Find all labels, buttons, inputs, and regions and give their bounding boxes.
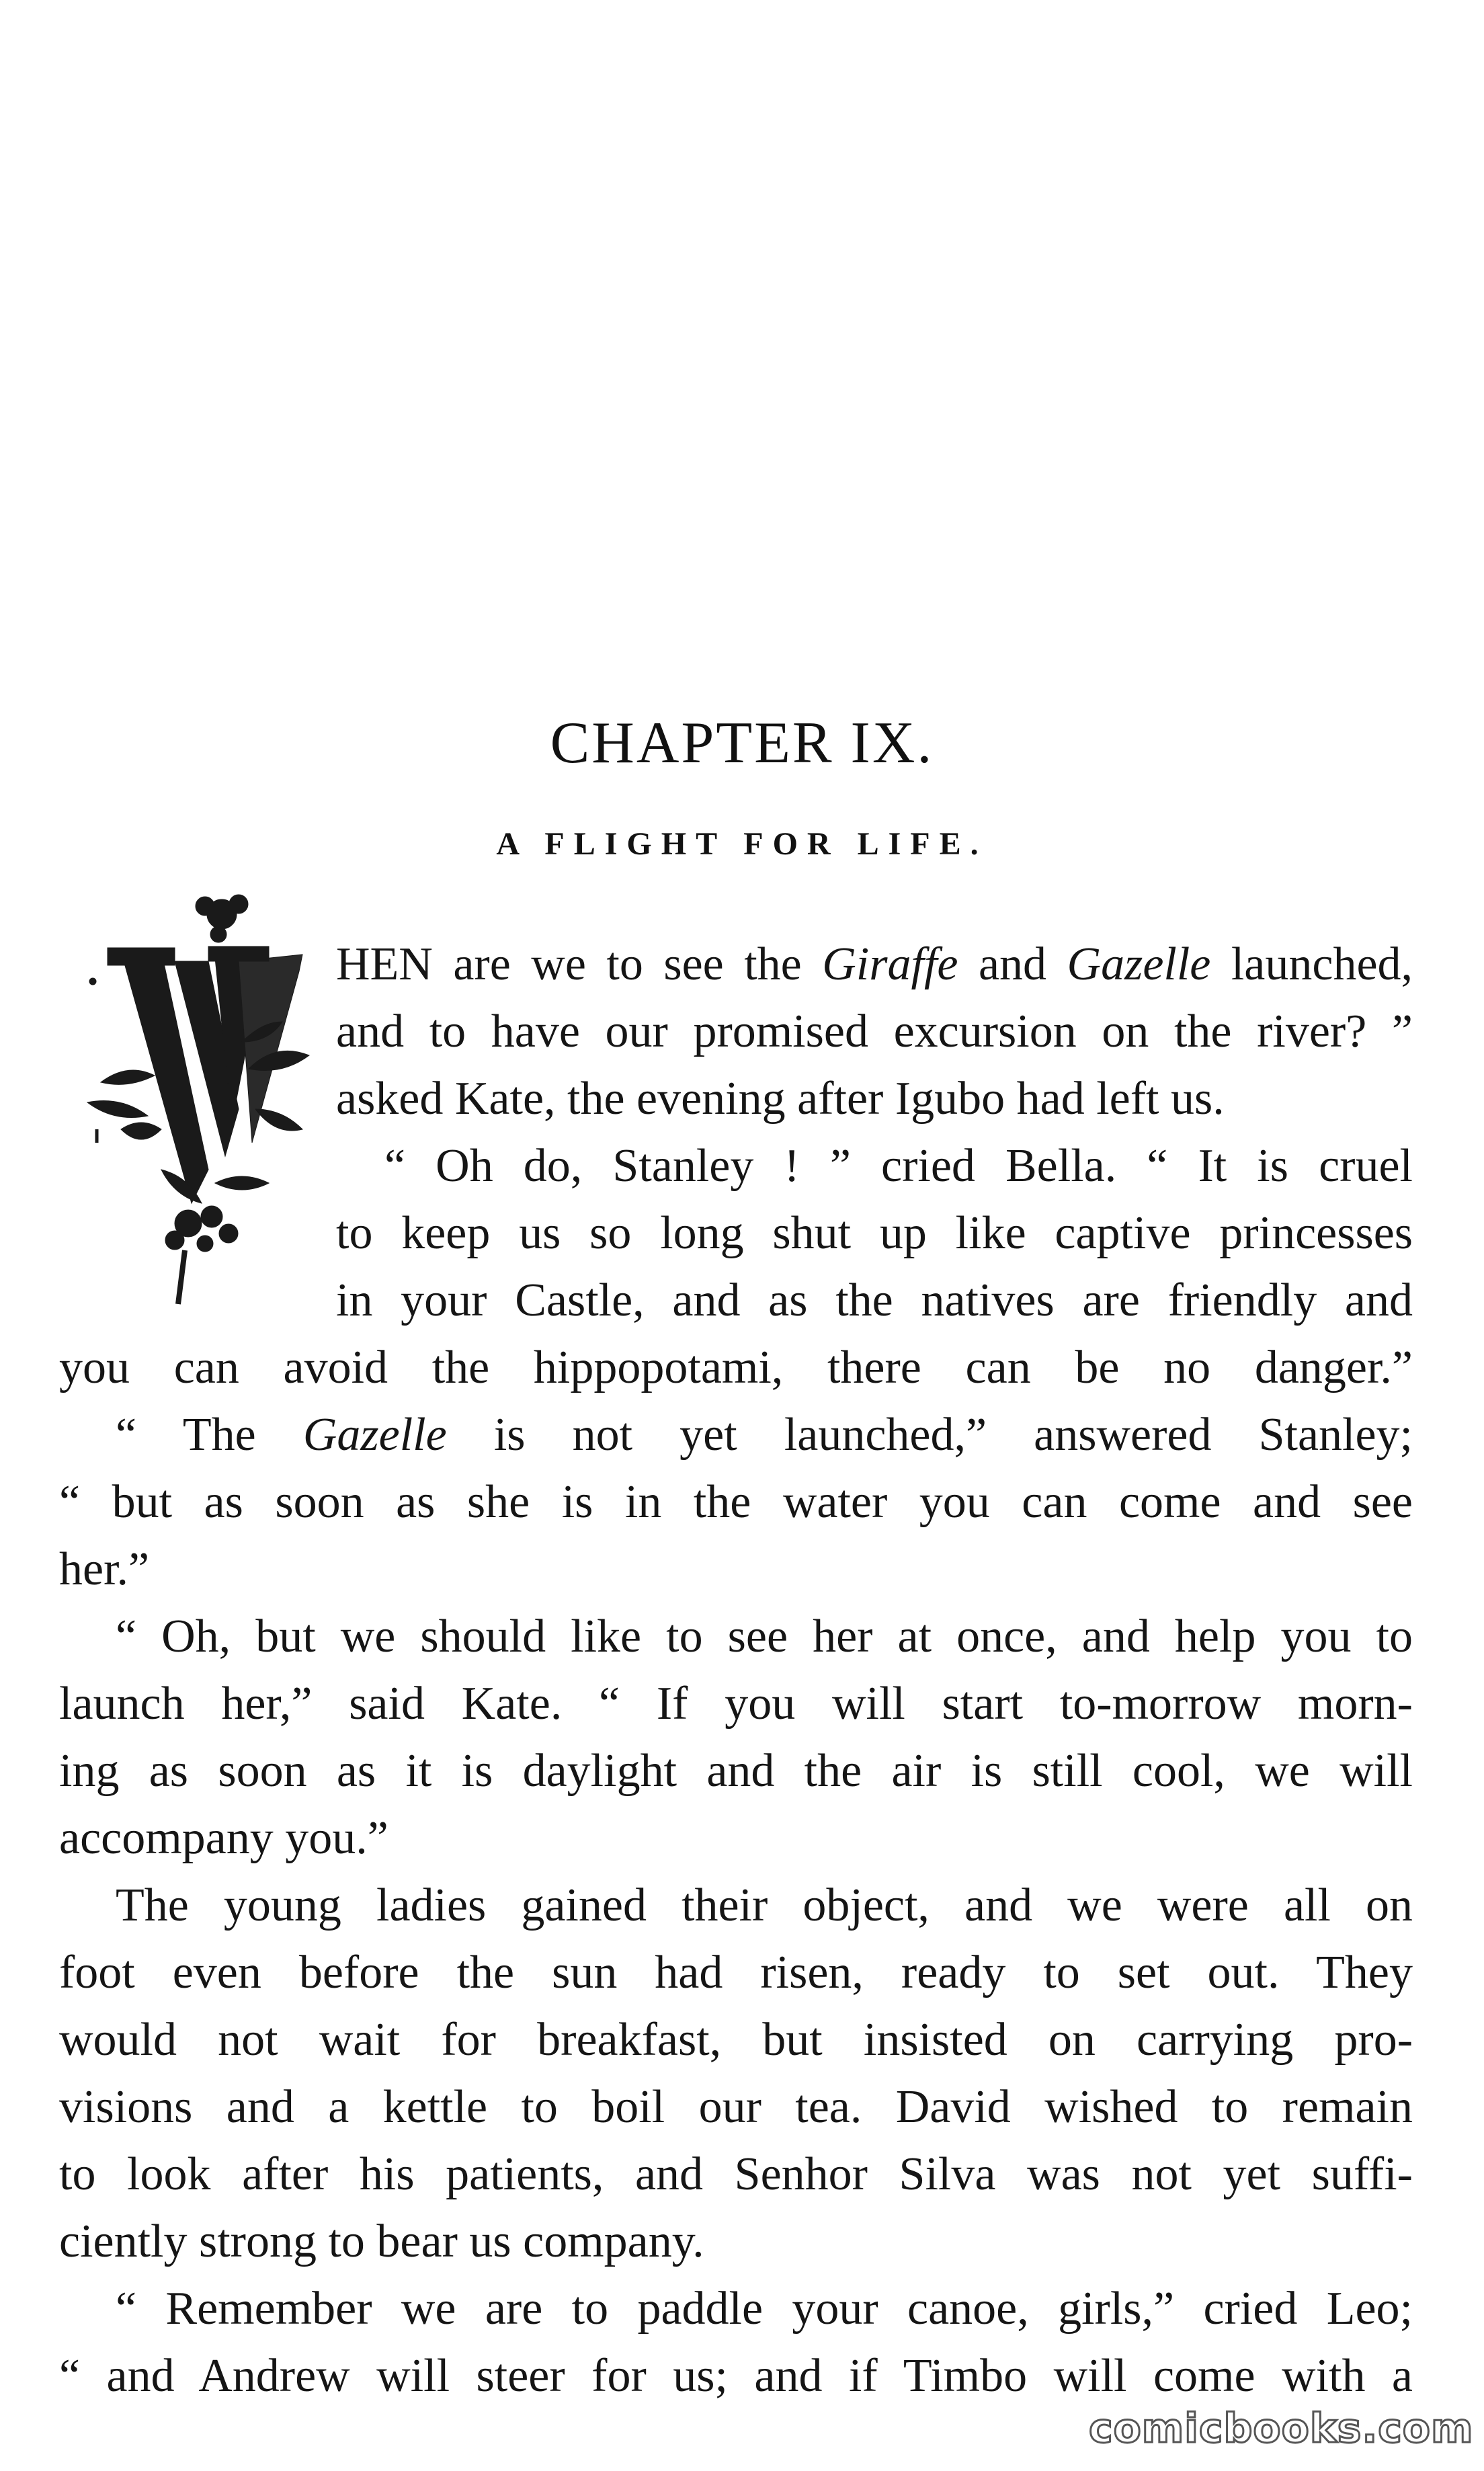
text-line: HEN are we to see the Giraffe and Gazelle launched,	[336, 938, 1413, 990]
text-line: “ Oh, but we should like to see her at once, and help you to	[116, 1611, 1413, 1662]
text-line: to keep us so long shut up like captive princesses	[336, 1207, 1413, 1259]
text-line: you can avoid the hippopotami, there can be no danger.”	[59, 1342, 1413, 1393]
text-line: and to have our promised excursion on the river? ”	[336, 1006, 1413, 1057]
chapter-title: CHAPTER IX.	[550, 711, 934, 776]
text-line: her.”	[59, 1543, 150, 1595]
ornamental-initial-w	[81, 887, 323, 1318]
text-line: would not wait for breakfast, but insisted on carrying pro-	[59, 2014, 1413, 2066]
text-line: “ but as soon as she is in the water you can come and see	[59, 1476, 1413, 1528]
text-line: launch her,” said Kate. “ If you will start to-morrow morn-	[59, 1678, 1413, 1730]
text-line: “ The Gazelle is not yet launched,” answered Stanley;	[116, 1409, 1413, 1461]
text-line: “ Oh do, Stanley ! ” cried Bella. “ It is cruel	[384, 1140, 1413, 1192]
text-line: visions and a kettle to boil our tea. David wished to remain	[59, 2081, 1413, 2133]
chapter-subtitle: A FLIGHT FOR LIFE.	[496, 826, 988, 862]
text-line: ciently strong to bear us company.	[59, 2216, 704, 2267]
text-line: The young ladies gained their object, and we were all on	[116, 1879, 1413, 1931]
text-line: ing as soon as it is daylight and the air is still cool, we will	[59, 1745, 1413, 1797]
text-line: accompany you.”	[59, 1812, 388, 1864]
text-line: “ and Andrew will steer for us; and if Timbo will come with a	[59, 2350, 1413, 2402]
watermark: comicbooks.com	[1089, 2405, 1474, 2452]
text-line: in your Castle, and as the natives are friendly and	[336, 1274, 1413, 1326]
text-line: foot even before the sun had risen, ready to set out. They	[59, 1947, 1413, 1998]
text-line: to look after his patients, and Senhor Silva was not yet suffi-	[59, 2148, 1413, 2200]
text-line: asked Kate, the evening after Igubo had left us.	[336, 1073, 1225, 1125]
text-line: “ Remember we are to paddle your canoe, girls,” cried Leo;	[116, 2283, 1413, 2335]
